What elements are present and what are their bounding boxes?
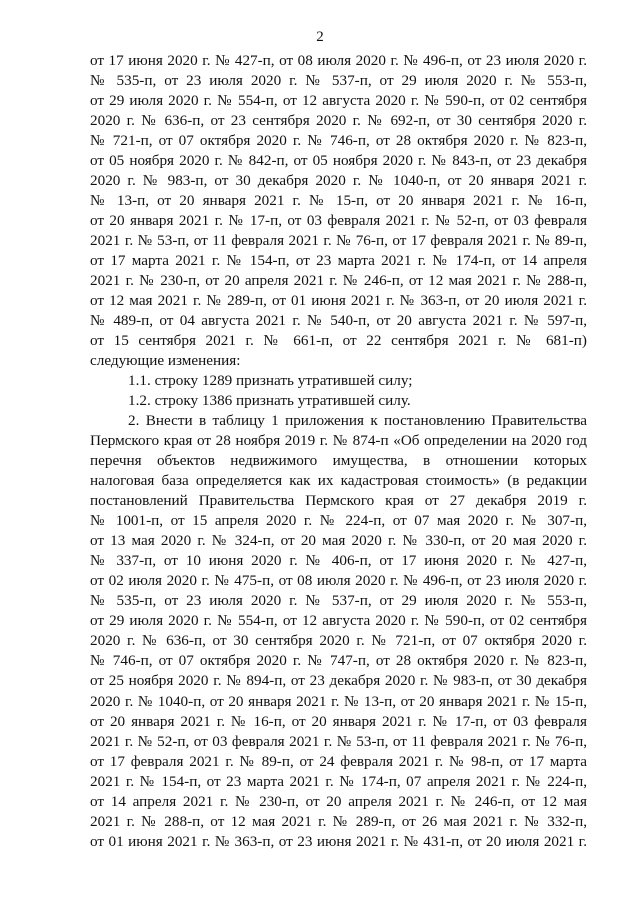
text-line: от 17 февраля 2021 г. № 89-п, от 24 февраля 2021 г. № 98-п, от 17 марта: [90, 752, 587, 770]
text-line: 2. Внести в таблицу 1 приложения к постановлению Правительства: [128, 412, 587, 430]
text-line: 1.1. строку 1289 признать утратившей силу;: [128, 372, 413, 390]
text-line: от 13 мая 2020 г. № 324-п, от 20 мая 2020 г. № 330-п, от 20 мая 2020 г.: [90, 532, 587, 550]
text-line: № 13-п, от 20 января 2021 г. № 15-п, от 20 января 2021 г. № 16-п,: [90, 192, 587, 210]
text-line: от 05 ноября 2020 г. № 842-п, от 05 ноября 2020 г. № 843-п, от 23 декабря: [90, 152, 587, 170]
text-line: № 746-п, от 07 октября 2020 г. № 747-п, от 28 октября 2020 г. № 823-п,: [90, 652, 587, 670]
text-line: от 20 января 2021 г. № 16-п, от 20 января 2021 г. № 17-п, от 03 февраля: [90, 712, 587, 730]
text-line: 2021 г. № 52-п, от 03 февраля 2021 г. № 53-п, от 11 февраля 2021 г. № 76-п,: [90, 732, 587, 750]
page-number: 2: [316, 29, 324, 45]
text-line: 2020 г. № 636-п, от 23 сентября 2020 г. № 692-п, от 30 сентября 2020 г.: [90, 112, 587, 130]
text-line: постановлений Правительства Пермского края от 27 декабря 2019 г.: [90, 492, 587, 510]
text-line: № 489-п, от 04 августа 2021 г. № 540-п, от 20 августа 2021 г. № 597-п,: [90, 312, 587, 330]
text-line: от 01 июня 2021 г. № 363-п, от 23 июня 2021 г. № 431-п, от 20 июля 2021 г.: [90, 832, 587, 850]
text-line: № 535-п, от 23 июля 2020 г. № 537-п, от 29 июля 2020 г. № 553-п,: [90, 72, 587, 90]
text-line: от 02 июля 2020 г. № 475-п, от 08 июля 2020 г. № 496-п, от 23 июля 2020 г.: [90, 572, 587, 590]
text-line: от 12 мая 2021 г. № 289-п, от 01 июня 2021 г. № 363-п, от 20 июля 2021 г.: [90, 292, 587, 310]
text-line: 1.2. строку 1386 признать утратившей силу.: [128, 392, 411, 410]
text-line: № 535-п, от 23 июля 2020 г. № 537-п, от 29 июля 2020 г. № 553-п,: [90, 592, 587, 610]
document-body: [90, 51, 587, 852]
text-line: 2021 г. № 154-п, от 23 марта 2021 г. № 174-п, 07 апреля 2021 г. № 224-п,: [90, 772, 587, 790]
text-line: от 29 июля 2020 г. № 554-п, от 12 августа 2020 г. № 590-п, от 02 сентября: [90, 92, 587, 110]
text-line: от 20 января 2021 г. № 17-п, от 03 февраля 2021 г. № 52-п, от 03 февраля: [90, 212, 587, 230]
text-line: от 17 марта 2021 г. № 154-п, от 23 марта 2021 г. № 174-п, от 14 апреля: [90, 252, 587, 270]
text-line: 2020 г. № 983-п, от 30 декабря 2020 г. № 1040-п, от 20 января 2021 г.: [90, 172, 587, 190]
text-line: от 29 июля 2020 г. № 554-п, от 12 августа 2020 г. № 590-п, от 02 сентября: [90, 612, 587, 630]
text-line: следующие изменения:: [90, 352, 241, 370]
text-line: 2020 г. № 636-п, от 30 сентября 2020 г. № 721-п, от 07 октября 2020 г.: [90, 632, 587, 650]
text-line: от 15 сентября 2021 г. № 661-п, от 22 сентября 2021 г. № 681-п): [90, 332, 587, 350]
text-line: от 17 июня 2020 г. № 427-п, от 08 июля 2020 г. № 496-п, от 23 июля 2020 г.: [90, 52, 587, 69]
text-line: от 14 апреля 2021 г. № 230-п, от 20 апреля 2021 г. № 246-п, от 12 мая: [90, 792, 587, 810]
text-line: налоговая база определяется как их кадастровая стоимость» (в редакции: [90, 472, 587, 490]
text-line: № 337-п, от 10 июня 2020 г. № 406-п, от 17 июня 2020 г. № 427-п,: [90, 552, 587, 570]
text-line: перечня объектов недвижимого имущества, в отношении которых: [90, 452, 587, 470]
text-line: 2021 г. № 230-п, от 20 апреля 2021 г. № 246-п, от 12 мая 2021 г. № 288-п,: [90, 272, 587, 290]
text-line: 2020 г. № 1040-п, от 20 января 2021 г. № 13-п, от 20 января 2021 г. № 15-п,: [90, 692, 587, 710]
text-line: Пермского края от 28 ноября 2019 г. № 874-п «Об определении на 2020 год: [90, 432, 587, 450]
text-line: № 721-п, от 07 октября 2020 г. № 746-п, от 28 октября 2020 г. № 823-п,: [90, 132, 587, 150]
text-line: 2021 г. № 53-п, от 11 февраля 2021 г. № 76-п, от 17 февраля 2021 г. № 89-п,: [90, 232, 587, 250]
text-line: 2021 г. № 288-п, от 12 мая 2021 г. № 289-п, от 26 мая 2021 г. № 332-п,: [90, 812, 587, 830]
text-line: № 1001-п, от 15 апреля 2020 г. № 224-п, от 07 мая 2020 г. № 307-п,: [90, 512, 587, 530]
text-line: от 25 ноября 2020 г. № 894-п, от 23 декабря 2020 г. № 983-п, от 30 декабря: [90, 672, 587, 690]
